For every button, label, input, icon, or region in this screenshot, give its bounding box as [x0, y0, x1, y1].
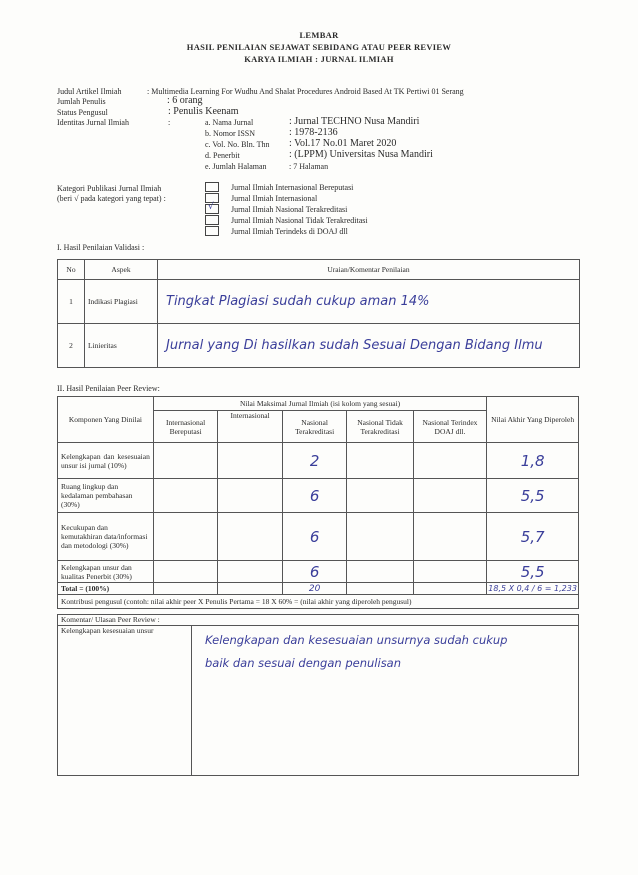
row-aspek: Indikasi Plagiasi [85, 280, 158, 324]
vol-value: : Vol.17 No.01 Maret 2020 [289, 138, 397, 149]
col-nilai-maks: Nilai Maksimal Jurnal Ilmiah (isi kolom yang sesuai) [153, 397, 486, 411]
table-row [58, 561, 579, 583]
komentar-title: Komentar/ Ulasan Peer Review : [58, 615, 578, 626]
komentar-text-line2: baik dan sesuai dengan penulisan [205, 656, 402, 670]
penerbit-value: : (LPPM) Universitas Nusa Mandiri [289, 149, 433, 160]
halaman-value: : 7 Halaman [289, 162, 329, 171]
issn-value: : 1978-2136 [289, 127, 338, 138]
table-row [58, 280, 580, 324]
option-doaj: Jurnal Ilmiah Terindeks di DOAJ dll [231, 227, 348, 236]
komponen-cell: Kecukupan dan kemutakhiran data/informasi dan metodologi (30%) [58, 513, 154, 561]
identitas-colon: : [168, 118, 171, 127]
row-no: 2 [58, 324, 85, 368]
kontribusi-note: Kontribusi pengusul (contoh: nilai akhir peer X Penulis Pertama = 18 X 60% = (nilai akhir yang diperoleh pengusul) [58, 595, 579, 609]
validasi-table [57, 259, 580, 368]
subcol-internasional-bereputasi: Internasional Bereputasi [153, 411, 218, 443]
nilai-nasional: 6 [282, 561, 347, 583]
vol-key: c. Vol. No. Bln. Thn [205, 140, 270, 149]
col-akhir: Nilai Akhir Yang Diperoleh [487, 397, 579, 443]
option-internasional-bereputasi: Jurnal Ilmiah Internasional Bereputasi [231, 183, 354, 192]
checkbox-internasional-bereputasi[interactable] [205, 182, 219, 192]
row-komentar: Jurnal yang Di hasilkan sudah Sesuai Dengan Bidang Ilmu [158, 324, 580, 368]
komponen-cell: Kelengkapan dan kesesuaian unsur isi jurnal (10%) [58, 443, 154, 479]
nilai-akhir: 5,5 [487, 561, 579, 583]
header-subtitle: KARYA ILMIAH : JURNAL ILMIAH [244, 54, 394, 64]
col-uraian: Uraian/Komentar Penilaian [158, 260, 580, 280]
komentar-text-line1: Kelengkapan dan kesesuaian unsurnya sudah cukup [205, 633, 508, 647]
check-mark-icon: √ [208, 202, 214, 212]
subcol-nasional-terakreditasi: Nasional Terakreditasi [282, 411, 347, 443]
nilai-nasional: 2 [282, 443, 347, 479]
nilai-nasional: 6 [282, 513, 347, 561]
total-nasional: 20 [282, 583, 347, 595]
nilai-nasional: 6 [282, 479, 347, 513]
row-komentar: Tingkat Plagiasi sudah cukup aman 14% [158, 280, 580, 324]
nilai-akhir: 5,5 [487, 479, 579, 513]
checkbox-nasional-tidak-terakreditasi[interactable] [205, 215, 219, 225]
row-aspek: Linieritas [85, 324, 158, 368]
nama-jurnal-value: : Jurnal TECHNO Nusa Mandiri [289, 116, 420, 127]
status-value: : Penulis Keenam [168, 106, 239, 117]
status-label: Status Pengusul [57, 108, 108, 117]
col-komponen: Komponen Yang Dinilai [58, 397, 154, 443]
total-akhir: 18,5 X 0,4 / 6 = 1,233 [488, 584, 577, 593]
subcol-nasional-tidak: Nasional Tidak Terakreditasi [347, 411, 413, 443]
option-nasional-tidak-terakreditasi: Jurnal Ilmiah Nasional Tidak Terakreditasi [231, 216, 368, 225]
komentar-item-label: Kelengkapan kesesuaian unsur [58, 626, 192, 775]
nama-jurnal-key: a. Nama Jurnal [205, 118, 254, 127]
issn-key: b. Nomor ISSN [205, 129, 256, 138]
total-label: Total = (100%) [58, 583, 154, 595]
table-row [58, 513, 579, 561]
judul-value: : Multimedia Learning For Wudhu And Shalat Procedures Android Based At TK Pertiwi 01 Serang [147, 87, 464, 96]
option-internasional: Jurnal Ilmiah Internasional [231, 194, 318, 203]
jumlah-penulis-value: : 6 orang [167, 95, 203, 106]
judul-label: Judul Artikel Ilmiah [57, 87, 122, 96]
total-row [58, 583, 579, 595]
peer-review-table [57, 396, 579, 609]
header-lembar: LEMBAR [299, 30, 339, 40]
row-no: 1 [58, 280, 85, 324]
komponen-cell: Kelengkapan unsur dan kualitas Penerbit (30%) [58, 561, 154, 583]
table-row [58, 479, 579, 513]
subcol-doaj: Nasional Terindex DOAJ dll. [413, 411, 487, 443]
nilai-akhir: 1,8 [487, 443, 579, 479]
penerbit-key: d. Penerbit [205, 151, 240, 160]
table-row [58, 443, 579, 479]
halaman-key: e. Jumlah Halaman [205, 162, 267, 171]
table-row [58, 324, 580, 368]
section1-title: I. Hasil Penilaian Validasi : [57, 243, 145, 252]
checkbox-nasional-terakreditasi[interactable] [205, 204, 219, 214]
option-nasional-terakreditasi: Jurnal Ilmiah Nasional Terakreditasi [231, 205, 348, 214]
identitas-label: Identitas Jurnal Ilmiah [57, 118, 129, 127]
kategori-hint: (beri √ pada kategori yang tepat) : [57, 194, 166, 203]
komponen-cell: Ruang lingkup dan kedalaman pembahasan (30%) [58, 479, 154, 513]
subcol-internasional: Internasional [218, 411, 283, 443]
jumlah-penulis-label: Jumlah Penulis [57, 97, 106, 106]
col-no: No [58, 260, 85, 280]
col-aspek: Aspek [85, 260, 158, 280]
nilai-akhir: 5,7 [487, 513, 579, 561]
komentar-box [57, 614, 579, 776]
checkbox-doaj[interactable] [205, 226, 219, 236]
section2-title: II. Hasil Penilaian Peer Review: [57, 384, 160, 393]
kategori-label: Kategori Publikasi Jurnal Ilmiah [57, 184, 162, 193]
header-title: HASIL PENILAIAN SEJAWAT SEBIDANG ATAU PEER REVIEW [186, 42, 452, 52]
